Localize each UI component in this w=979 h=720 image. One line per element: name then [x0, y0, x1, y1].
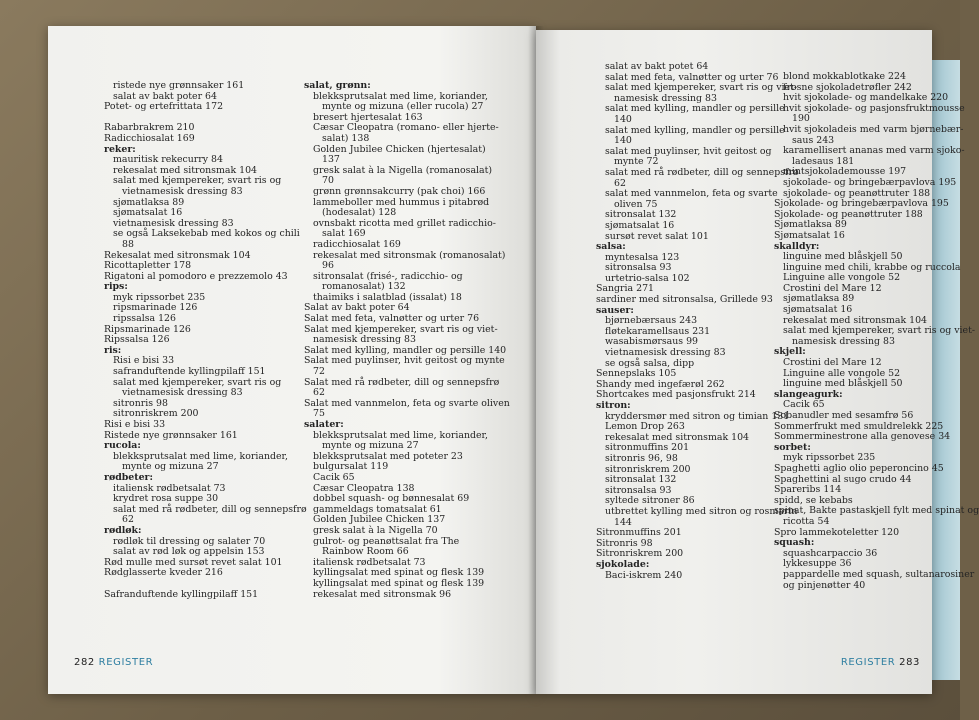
index-entry: 75: [313, 408, 325, 420]
index-entry: Rabarbrakrem 210: [104, 122, 195, 134]
index-entry: namesisk dressing 83: [792, 335, 895, 347]
index-entry: Potet- og ertefrittata 172: [104, 101, 224, 113]
index-entry: sitronris 96, 98: [605, 452, 678, 464]
index-entry: salat med rå rødbeter, dill og sennepsfrø: [605, 166, 799, 178]
index-entry: ricotta 54: [783, 515, 830, 527]
register-label-left: REGISTER: [98, 657, 154, 668]
index-entry: sursøt revet salat 101: [605, 230, 709, 242]
index-entry: ripssalsa 126: [113, 313, 176, 325]
index-entry: blekksprutsalat med poteter 23: [313, 450, 463, 462]
index-entry: mintsjokolademousse 197: [783, 166, 907, 178]
index-entry: ladesaus 181: [792, 155, 855, 167]
index-entry: sitronmuffins 201: [605, 442, 690, 454]
index-entry: Salat med kylling, mandler og persille 140: [304, 344, 507, 356]
page-number-right: 283: [899, 657, 920, 668]
index-entry: sjømatlaksa 89: [113, 196, 185, 208]
index-entry: rekesalat med sitronsmak (romanosalat): [313, 249, 506, 261]
index-entry: sitronriskrem 200: [605, 463, 691, 475]
index-heading: sorbet:: [774, 441, 811, 453]
index-entry: ristede nye grønnsaker 161: [113, 80, 245, 91]
index-entry: Crostini del Mare 12: [783, 282, 882, 294]
index-entry: sjømatsalat 16: [605, 219, 675, 231]
index-entry: 62: [614, 177, 626, 189]
index-entry: wasabismørsaus 99: [605, 336, 698, 348]
index-entry: Salat med puylinser, hvit geitost og mynte: [304, 355, 505, 367]
index-entry: salat med kylling, mandler og persille: [605, 124, 785, 136]
index-entry: 96: [322, 260, 334, 272]
index-heading: rødbeter:: [104, 471, 153, 483]
index-entry: kryddersmør med sitron og timian 131: [605, 410, 790, 422]
index-entry: gulrot- og peanøttsalat fra The: [313, 535, 460, 547]
index-entry: Cæsar Cleopatra (romano- eller hjerte-: [313, 122, 499, 134]
index-entry: rekesalat med sitronsmak 104: [113, 164, 257, 176]
index-entry: dobbel squash- og bønnesalat 69: [313, 493, 470, 505]
index-entry: salat med kjempereker, svart ris og: [113, 376, 282, 388]
index-entry: 72: [313, 366, 325, 378]
index-entry: grønn grønnsakcurry (pak choi) 166: [313, 185, 486, 197]
index-entry: Linguine alle vongole 52: [783, 367, 901, 379]
index-entry: Salat med vannmelon, feta og svarte oliven: [304, 397, 510, 409]
index-entry: namesisk dressing 83: [313, 334, 416, 346]
index-entry: hvit sjokolade- og mandelkake 220: [783, 92, 949, 104]
index-entry: Rekesalat med sitronsmak 104: [104, 249, 251, 261]
index-heading: squash:: [774, 537, 815, 549]
index-entry: kyllingsalat med spinat og flesk 139: [313, 577, 485, 589]
index-entry: bulgursalat 119: [313, 461, 389, 473]
index-entry: rekesalat med sitronsmak 96: [313, 588, 452, 600]
index-entry: 70: [322, 175, 334, 187]
index-heading: slangeagurk:: [774, 388, 843, 400]
left-page: [48, 26, 536, 694]
index-entry: fløtekaramellsaus 231: [605, 325, 711, 337]
index-entry: ovnsbakt ricotta med grillet radicchio-: [313, 217, 496, 229]
index-entry: italiensk rødbetsalat 73: [313, 556, 426, 568]
index-entry: salat 169: [322, 228, 366, 240]
index-entry: myk ripssorbet 235: [113, 291, 206, 303]
index-entry: sitronsalsa 93: [605, 484, 672, 496]
index-heading: sjokolade:: [596, 558, 650, 570]
index-entry: 62: [313, 387, 325, 399]
index-entry: Sitronmuffins 201: [596, 527, 682, 539]
index-entry: spinat, Bakte pastaskjell fylt med spinat og: [774, 505, 979, 517]
index-entry: Spaghettini al sugo crudo 44: [774, 473, 912, 485]
index-entry: Sjokolade- og peanøttruter 188: [774, 208, 923, 220]
index-entry: italiensk rødbetsalat 73: [113, 482, 226, 494]
index-column-left-2: [304, 81, 510, 600]
index-entry: Sjømatsalat 16: [774, 229, 845, 241]
index-entry: linguine med chili, krabbe og ruccola: [783, 261, 961, 273]
index-entry: blekksprutsalat med lime, koriander,: [113, 450, 288, 462]
index-entry: lammeboller med hummus i pitabrød: [313, 196, 490, 208]
index-entry: sjømatsalat 16: [783, 304, 853, 316]
index-entry: salat med rå rødbeter, dill og sennepsfrø: [113, 503, 307, 515]
index-entry: Rigatoni al pomodoro e prezzemolo 43: [104, 270, 288, 282]
index-entry: se også salsa, dipp: [605, 357, 695, 369]
index-entry: Salat med feta, valnøtter og urter 76: [304, 313, 480, 325]
index-entry: thaimiks i salatblad (issalat) 18: [313, 291, 462, 303]
index-heading: skjell:: [774, 346, 806, 358]
index-entry: sitronriskrem 200: [113, 408, 199, 420]
index-entry: Sangria 271: [596, 283, 654, 295]
index-entry: salat) 138: [322, 132, 370, 144]
index-entry: vietnamesisk dressing 83: [605, 347, 726, 359]
index-entry: mynte 72: [614, 156, 659, 168]
index-entry: (hodesalat) 128: [322, 207, 397, 219]
register-label-right: REGISTER: [840, 657, 896, 668]
index-entry: 62: [122, 514, 134, 526]
index-entry: 137: [322, 154, 340, 166]
index-entry: salat av bakt potet 64: [605, 61, 709, 72]
index-entry: salat med kylling, mandler og persille: [605, 103, 785, 115]
index-entry: Rainbow Room 66: [322, 546, 409, 558]
index-entry: Salat med kjempereker, svart ris og viet-: [304, 323, 498, 335]
index-entry: salat med puylinser, hvit geitost og: [605, 145, 772, 157]
index-entry: mauritisk rekecurry 84: [113, 154, 223, 166]
index-entry: Rød mulle med sursøt revet salat 101: [104, 556, 283, 568]
index-entry: karamellisert ananas med varm sjoko-: [783, 145, 965, 157]
index-heading: sauser:: [596, 304, 634, 316]
index-entry: Ripsmarinade 126: [104, 323, 191, 335]
index-entry: Ripssalsa 126: [104, 334, 170, 346]
index-entry: Salat av bakt poter 64: [304, 302, 410, 314]
index-entry: blond mokkablotkake 224: [783, 71, 906, 82]
index-entry: rødløk til dressing og salater 70: [113, 535, 266, 547]
index-entry: linguine med blåskjell 50: [783, 251, 903, 263]
index-entry: 140: [614, 113, 632, 125]
index-heading: sitron:: [596, 400, 631, 411]
index-entry: sardiner med sitronsalsa, Grillede 93: [596, 294, 773, 306]
index-entry: salat med vannmelon, feta og svarte: [605, 188, 778, 200]
index-entry: squashcarpaccio 36: [783, 547, 878, 559]
index-entry: Crostini del Mare 12: [783, 357, 882, 369]
index-entry: Sjømatlaksa 89: [774, 219, 847, 231]
index-entry: sitronsalat (frisé-, radicchio- og: [313, 270, 463, 282]
index-entry: utbrettet kylling med sitron og rosmarin: [605, 505, 798, 517]
index-entry: safranduftende kyllingpilaff 151: [113, 366, 266, 378]
index-heading: salater:: [304, 419, 344, 430]
page-number-left: 282: [74, 657, 95, 668]
index-entry: sjokolade- og peanøttruter 188: [783, 187, 931, 199]
index-entry: 88: [122, 238, 134, 250]
index-entry: Risi e bisi 33: [104, 419, 166, 430]
index-entry: myntesalsa 123: [605, 251, 680, 263]
index-entry: gammeldags tomatsalat 61: [313, 503, 442, 515]
index-entry: namesisk dressing 83: [614, 92, 717, 104]
index-heading: rødløk:: [104, 524, 142, 536]
index-entry: Baci-iskrem 240: [605, 569, 683, 581]
index-entry: salat med kjempereker, svart ris og: [113, 175, 282, 187]
index-entry: pappardelle med squash, sultanarosiner: [783, 568, 975, 580]
index-heading: reker:: [104, 143, 136, 155]
index-entry: bresert hjertesalat 163: [313, 111, 423, 123]
left-page-footer: [74, 657, 153, 668]
index-entry: Sjokolade- og bringebærpavlova 195: [774, 198, 949, 210]
index-entry: Sitronriskrem 200: [596, 548, 684, 560]
index-entry: krydret rosa suppe 30: [113, 493, 219, 505]
index-heading: rucola:: [104, 440, 141, 452]
index-heading: salsa:: [596, 241, 626, 253]
index-entry: sitronsalsa 93: [605, 262, 672, 274]
index-entry: sjømatlaksa 89: [783, 293, 855, 305]
index-entry: Lemon Drop 263: [605, 421, 685, 433]
index-entry: Cæsar Cleopatra 138: [313, 482, 415, 494]
index-entry: Spaghetti aglio olio peperoncino 45: [774, 462, 944, 474]
index-entry: Rødglasserte kveder 216: [104, 567, 223, 579]
index-entry: og pinjenøtter 40: [783, 579, 866, 591]
index-entry: gresk salat à la Nigella 70: [313, 524, 438, 536]
index-entry: hvit sjokoladeis med varm bjørnebær-: [783, 123, 964, 135]
index-entry: salat av rød løk og appelsin 153: [113, 546, 265, 558]
index-entry: ripsmarinade 126: [113, 302, 198, 314]
index-entry: salat av bakt poter 64: [113, 90, 217, 102]
index-entry: romanosalat) 132: [322, 281, 406, 293]
index-entry: salat med feta, valnøtter og urter 76: [605, 71, 779, 83]
index-entry: vietnamesisk dressing 83: [122, 387, 243, 399]
index-entry: Shandy med ingefærøl 262: [596, 378, 725, 390]
index-entry: rekesalat med sitronsmak 104: [605, 431, 749, 443]
index-entry: 140: [614, 135, 632, 147]
index-column-left-1: [104, 81, 307, 600]
index-entry: saus 243: [792, 134, 835, 146]
index-entry: Spareribs 114: [774, 484, 842, 496]
index-entry: gresk salat à la Nigella (romanosalat): [313, 164, 493, 176]
index-entry: Salat med rå rødbeter, dill og sennepsfrø: [304, 376, 500, 388]
index-entry: syltede sitroner 86: [605, 495, 695, 507]
index-entry: sjokolade- og bringebærpavlova 195: [783, 176, 957, 188]
index-heading: ris:: [104, 344, 122, 356]
index-entry: Sommerminestrone alla genovese 34: [774, 431, 951, 443]
index-entry: vietnamesisk dressing 83: [122, 185, 243, 197]
right-page-footer: [841, 657, 920, 668]
index-entry: frosne sjokoladetrøfler 242: [783, 81, 912, 93]
index-entry: spidd, se kebabs: [774, 494, 853, 506]
index-entry: myk ripssorbet 235: [783, 452, 876, 464]
index-entry: urtetrio-salsa 102: [605, 272, 690, 284]
index-entry: Sitronris 98: [596, 537, 653, 549]
index-entry: Ristede nye grønnsaker 161: [104, 429, 238, 441]
index-heading: salat, grønn:: [304, 80, 371, 91]
index-entry: Ricottapletter 178: [104, 260, 192, 272]
index-entry: 144: [614, 516, 632, 528]
index-entry: rekesalat med sitronsmak 104: [783, 314, 927, 326]
index-entry: Radicchiosalat 169: [104, 132, 195, 144]
index-entry: hvit sjokolade- og pasjonsfruktmousse: [783, 102, 965, 114]
index-entry: Cacik 65: [313, 471, 355, 483]
index-entry: Risi e bisi 33: [113, 355, 175, 367]
right-page: [536, 30, 979, 694]
index-entry: sjømatsalat 16: [113, 207, 183, 219]
index-entry: mynte og mizuna (eller rucola) 27: [322, 101, 484, 113]
index-entry: blekksprutsalat med lime, koriander,: [313, 90, 488, 102]
index-entry: sitronsalat 132: [605, 209, 677, 221]
index-entry: se også Laksekebab med kokos og chili: [113, 228, 300, 240]
index-heading: skalldyr:: [774, 240, 820, 252]
index-entry: bjørnebærsaus 243: [605, 315, 698, 327]
index-column-right-1: [596, 62, 799, 581]
index-entry: radicchiosalat 169: [313, 238, 401, 250]
index-entry: kyllingsalat med spinat og flesk 139: [313, 567, 485, 579]
index-heading: rips:: [104, 281, 128, 293]
index-entry: vietnamesisk dressing 83: [113, 217, 234, 229]
index-entry: Shortcakes med pasjonsfrukt 214: [596, 389, 756, 401]
index-entry: lykkesuppe 36: [783, 558, 852, 570]
index-gap: [104, 579, 307, 590]
index-entry: Cacik 65: [783, 399, 825, 411]
index-entry: 190: [792, 113, 810, 125]
index-entry: Sommerfrukt med smuldrelekk 225: [774, 420, 944, 432]
index-entry: mynte og mizuna 27: [122, 461, 219, 473]
index-entry: salat med kjempereker, svart ris og viet-: [605, 82, 797, 94]
index-entry: sitronsalat 132: [605, 474, 677, 486]
index-entry: Sennepslaks 105: [596, 368, 677, 380]
index-column-right-2: [774, 72, 979, 591]
index-entry: Golden Jubilee Chicken (hjertesalat): [313, 143, 486, 155]
index-entry: mynte og mizuna 27: [322, 440, 419, 452]
index-entry: salat med kjempereker, svart ris og viet-: [783, 325, 975, 337]
index-entry: Sobanudler med sesamfrø 56: [774, 410, 914, 421]
index-entry: blekksprutsalat med lime, koriander,: [313, 429, 488, 441]
index-entry: oliven 75: [614, 198, 658, 210]
index-entry: Safranduftende kyllingpilaff 151: [104, 588, 259, 600]
index-entry: Golden Jubilee Chicken 137: [313, 514, 446, 526]
index-entry: Spro lammekoteletter 120: [774, 526, 900, 538]
index-entry: linguine med blåskjell 50: [783, 378, 903, 390]
index-entry: Linguine alle vongole 52: [783, 272, 901, 284]
index-entry: sitronris 98: [113, 397, 168, 409]
